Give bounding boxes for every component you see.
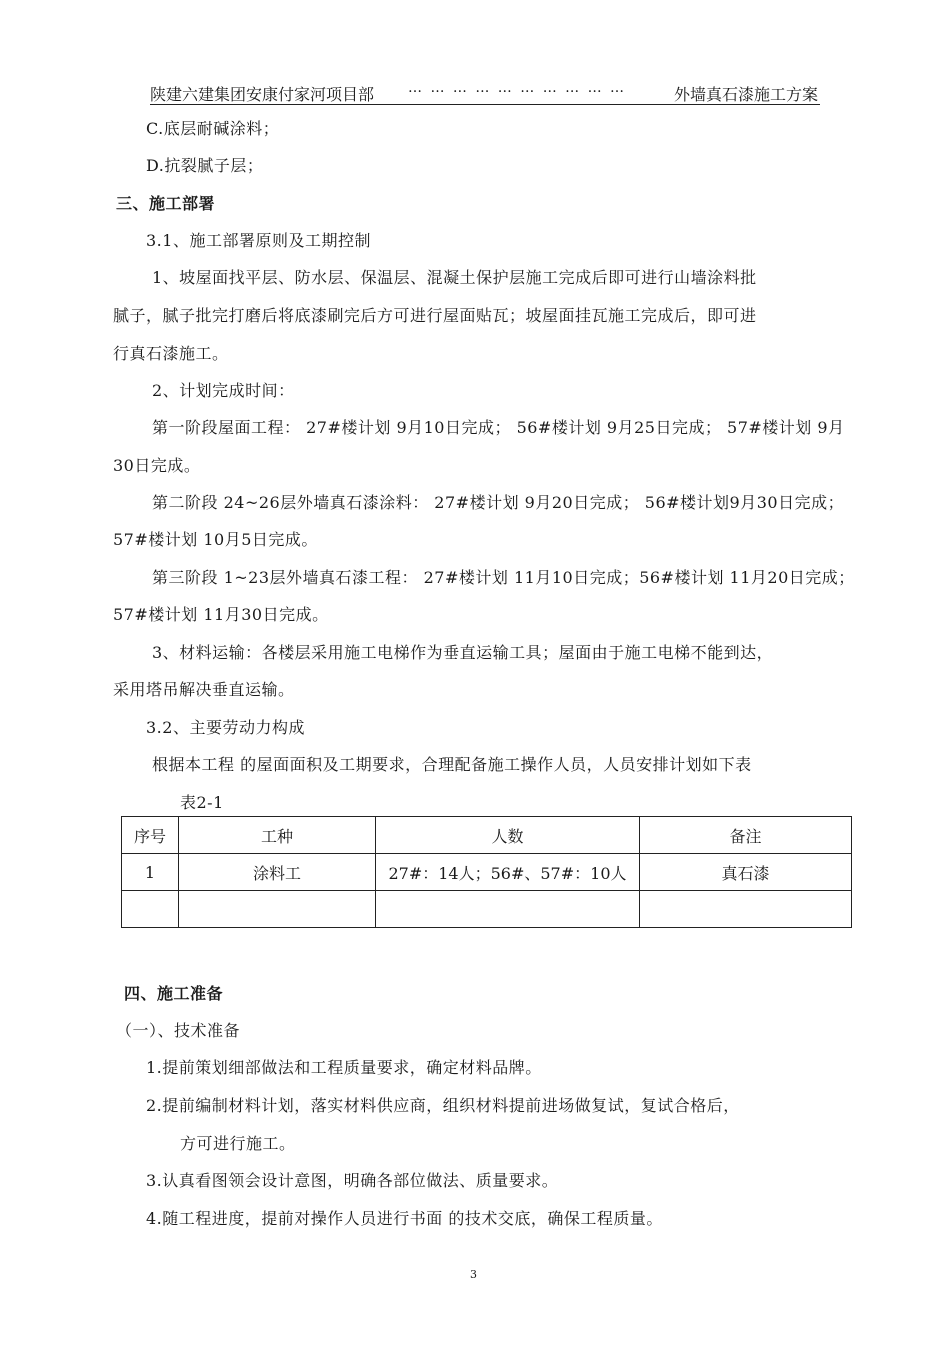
phase-3-line-1: 第三阶段 1~23层外墙真石漆工程： 27#楼计划 11月10日完成；56#楼计划 11月20日完成； <box>152 568 855 587</box>
item-d: D.抗裂腻子层； <box>146 156 264 175</box>
table-row <box>122 854 852 891</box>
tech-item-3: 3.认真看图领会设计意图，明确各部位做法、质量要求。 <box>146 1171 559 1190</box>
table-cell: 1 <box>122 854 179 891</box>
phase-2-line-2: 57#楼计划 10月5日完成。 <box>113 530 318 549</box>
tech-item-2-line-2: 方可进行施工。 <box>180 1134 296 1153</box>
table-header-row <box>122 817 852 854</box>
section-3-heading: 三、施工部署 <box>116 194 216 213</box>
table-cell <box>376 891 640 928</box>
table-cell: 涂料工 <box>179 854 376 891</box>
header-cell: 备注 <box>640 817 852 854</box>
subsection-3-2: 3.2、主要劳动力构成 <box>146 718 305 737</box>
para-1-line-1: 1、坡屋面找平层、防水层、保温层、混凝土保护层施工完成后即可进行山墙涂料批 <box>152 268 757 287</box>
header-project: 陕建六建集团安康付家河项目部 <box>150 85 375 104</box>
table-cell: 27#：14人；56#、57#：10人 <box>376 854 640 891</box>
phase-3-line-2: 57#楼计划 11月30日完成。 <box>113 605 329 624</box>
table-cell <box>122 891 179 928</box>
tech-item-2-line-1: 2.提前编制材料计划，落实材料供应商，组织材料提前进场做复试，复试合格后， <box>146 1096 740 1115</box>
table-caption: 表2-1 <box>180 793 224 812</box>
tech-item-1: 1.提前策划细部做法和工程质量要求，确定材料品牌。 <box>146 1058 542 1077</box>
header-doc-title: 外墙真石漆施工方案 <box>673 85 818 104</box>
table-cell <box>179 891 376 928</box>
table-cell <box>640 891 852 928</box>
para-1-line-2: 腻子，腻子批完打磨后将底漆刷完后方可进行屋面贴瓦；坡屋面挂瓦施工完成后，即可进 <box>113 306 757 325</box>
para-3-line-1: 3、材料运输：各楼层采用施工电梯作为垂直运输工具；屋面由于施工电梯不能到达， <box>152 643 774 662</box>
subsection-tech-prep: （一）、技术准备 <box>116 1021 241 1040</box>
para-2: 2、计划完成时间： <box>152 381 295 400</box>
header-cell: 工种 <box>179 817 376 854</box>
tech-item-4: 4.随工程进度，提前对操作人员进行书面 的技术交底，确保工程质量。 <box>146 1209 663 1228</box>
table-cell: 真石漆 <box>640 854 852 891</box>
page-header <box>150 80 820 105</box>
header-leader-dots: … … … … … … … … … … <box>408 80 627 96</box>
para-1-line-3: 行真石漆施工。 <box>113 344 229 363</box>
para-3-line-2: 采用塔吊解决垂直运输。 <box>113 680 295 699</box>
phase-1-line-2: 30日完成。 <box>113 456 201 475</box>
header-cell: 人数 <box>376 817 640 854</box>
phase-2-line-1: 第二阶段 24~26层外墙真石漆涂料： 27#楼计划 9月20日完成； 56#楼计划9月30日完成； <box>152 493 845 512</box>
labor-table <box>121 816 852 928</box>
header-cell: 序号 <box>122 817 179 854</box>
para-3-2: 根据本工程 的屋面面积及工期要求，合理配备施工操作人员，人员安排计划如下表 <box>152 755 752 774</box>
table-row <box>122 891 852 928</box>
page-number: 3 <box>470 1268 477 1281</box>
subsection-3-1: 3.1、施工部署原则及工期控制 <box>146 231 371 250</box>
item-c: C.底层耐碱涂料； <box>146 119 280 138</box>
phase-1-line-1: 第一阶段屋面工程： 27#楼计划 9月10日完成； 56#楼计划 9月25日完成； 57#楼计划 9月 <box>152 418 845 437</box>
section-4-heading: 四、施工准备 <box>124 984 224 1003</box>
